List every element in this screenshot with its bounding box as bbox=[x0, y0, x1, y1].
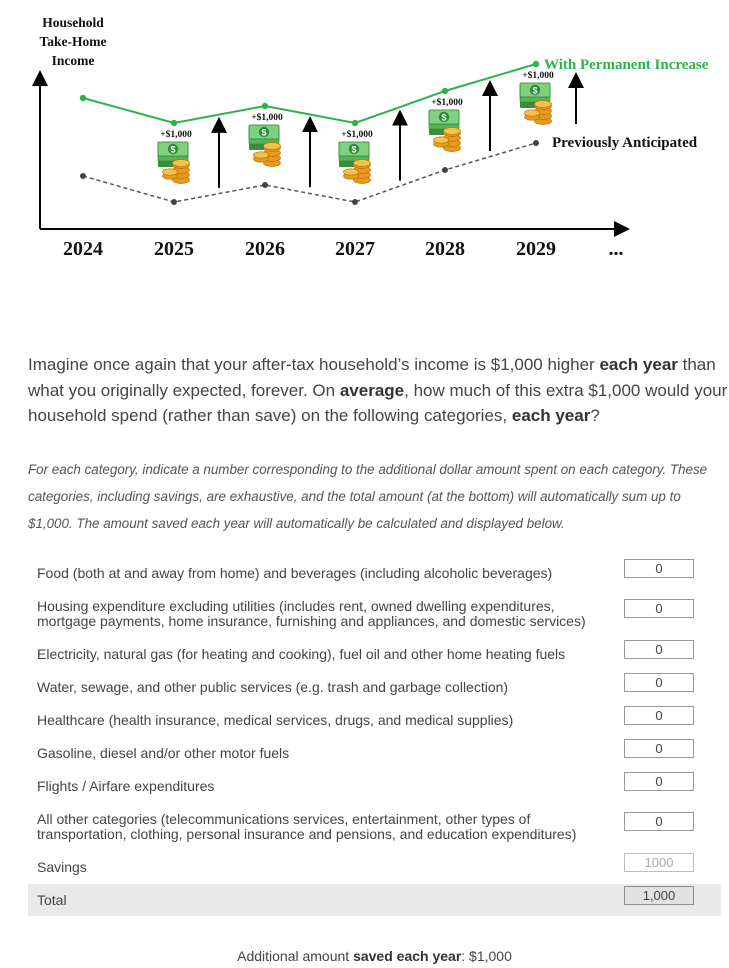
y-axis-title-line1: Household bbox=[42, 15, 104, 30]
dollar-sign: $ bbox=[441, 112, 447, 123]
category-row-flights bbox=[28, 772, 721, 805]
amount-input-water[interactable] bbox=[624, 673, 694, 692]
high-point-2029 bbox=[533, 61, 539, 67]
savings-value-field bbox=[624, 853, 694, 872]
low-point-2028 bbox=[442, 167, 448, 173]
savings-row bbox=[28, 850, 721, 884]
category-row-water bbox=[28, 673, 721, 706]
category-label: Healthcare (health insurance, medical services, drugs, and medical supplies) bbox=[37, 712, 514, 728]
amount-input-electricity[interactable] bbox=[624, 640, 694, 659]
y-axis-title-line3: Income bbox=[51, 53, 95, 68]
x-tick-label-2025: 2025 bbox=[154, 238, 194, 260]
question-text: Imagine once again that your after-tax household’s income is $1,000 higher each year than what you originally expected, forever. On average, how much of this extra $1,000 would your household spend (rather than save) on the following categories, each year? bbox=[28, 355, 728, 425]
money-increase-2026 bbox=[249, 112, 283, 167]
savings-label: Savings bbox=[37, 859, 87, 875]
money-increase-2025 bbox=[158, 129, 192, 184]
amount-input-housing[interactable] bbox=[624, 599, 694, 618]
category-row-electricity bbox=[28, 640, 721, 673]
low-point-2027 bbox=[352, 199, 358, 205]
high-point-2028 bbox=[442, 88, 448, 94]
coin bbox=[163, 169, 178, 175]
high-point-2026 bbox=[262, 103, 268, 109]
total-label: Total bbox=[37, 892, 67, 908]
dollar-sign: $ bbox=[261, 127, 267, 138]
category-label: Electricity, natural gas (for heating and cooking), fuel oil and other home heating fuels bbox=[37, 646, 566, 662]
income-illustration bbox=[28, 0, 720, 276]
x-tick-label-2029: 2029 bbox=[516, 238, 556, 260]
amount-input-gasoline[interactable] bbox=[624, 739, 694, 758]
high-point-2024 bbox=[80, 95, 86, 101]
low-point-2026 bbox=[262, 182, 268, 188]
dollar-sign: $ bbox=[532, 85, 538, 96]
legend-with-permanent-increase: With Permanent Increase bbox=[544, 57, 709, 73]
low-point-2024 bbox=[80, 173, 86, 179]
increase-label: +$1,000 bbox=[341, 130, 373, 140]
increase-label: +$1,000 bbox=[160, 130, 192, 140]
category-label: Gasoline, diesel and/or other motor fuels bbox=[37, 745, 290, 761]
money-increase-2029 bbox=[520, 70, 554, 125]
increase-label: +$1,000 bbox=[251, 113, 283, 123]
x-tick-label-ellipsis: ... bbox=[608, 238, 624, 260]
coin bbox=[354, 160, 371, 167]
x-tick-label-2028: 2028 bbox=[425, 238, 465, 260]
category-row-gasoline bbox=[28, 739, 721, 772]
amount-input-flights[interactable] bbox=[624, 772, 694, 791]
instructions-text: For each category, indicate a number corresponding to the additional dollar amount spent on each category. These categories, including savings, are exhaustive, and the total amount (at the bottom) will automatically sum up to $1,000. The amount saved each year will automatically be calculated and displayed below. bbox=[28, 462, 708, 531]
legend-previously-anticipated: Previously Anticipated bbox=[552, 135, 698, 151]
with-permanent-increase-line bbox=[83, 64, 536, 123]
y-axis-title-line2: Take-Home bbox=[39, 34, 107, 49]
total-value-field bbox=[624, 886, 694, 905]
coin bbox=[434, 137, 449, 143]
amount-input-food[interactable] bbox=[624, 559, 694, 578]
increase-label: +$1,000 bbox=[431, 98, 463, 108]
coin bbox=[173, 160, 190, 167]
money-increase-2028 bbox=[429, 97, 463, 152]
low-point-2025 bbox=[171, 199, 177, 205]
category-label: Food (both at and away from home) and beverages (including alcoholic beverages) bbox=[37, 565, 553, 581]
category-label: Water, sewage, and other public services (e.g. trash and garbage collection) bbox=[37, 679, 509, 695]
low-point-2029 bbox=[533, 140, 539, 146]
income-chart bbox=[28, 0, 720, 276]
category-label: Flights / Airfare expenditures bbox=[37, 778, 215, 794]
coin bbox=[254, 152, 269, 158]
increase-label: +$1,000 bbox=[522, 71, 554, 81]
total-row bbox=[28, 884, 721, 916]
amount-input-healthcare[interactable] bbox=[624, 706, 694, 725]
coin bbox=[344, 169, 359, 175]
coin bbox=[264, 143, 281, 150]
x-tick-label-2027: 2027 bbox=[335, 238, 375, 260]
coin bbox=[444, 128, 461, 135]
high-point-2027 bbox=[352, 120, 358, 126]
category-row-healthcare bbox=[28, 706, 721, 739]
dollar-sign: $ bbox=[170, 144, 176, 155]
saved-each-year-summary: Additional amount saved each year: $1,000 bbox=[237, 948, 512, 964]
category-row-other bbox=[28, 805, 721, 850]
amount-input-other[interactable] bbox=[624, 812, 694, 831]
x-tick-label-2026: 2026 bbox=[245, 238, 285, 260]
category-row-housing bbox=[28, 592, 721, 632]
category-row-food bbox=[28, 556, 721, 589]
category-label: Housing expenditure excluding utilities (includes rent, owned dwelling expenditures, mortgage payments, home insurance, furnishing and appliances, and domestic services) bbox=[37, 598, 586, 629]
coin bbox=[525, 110, 540, 116]
high-point-2025 bbox=[171, 120, 177, 126]
dollar-sign: $ bbox=[351, 144, 357, 155]
coin bbox=[535, 101, 552, 108]
money-increase-2027 bbox=[339, 129, 373, 184]
category-label: All other categories (telecommunications services, entertainment, other types of transportation, clothing, personal insurance and pensions, and education expenditures) bbox=[37, 811, 577, 842]
x-tick-label-2024: 2024 bbox=[63, 238, 103, 260]
